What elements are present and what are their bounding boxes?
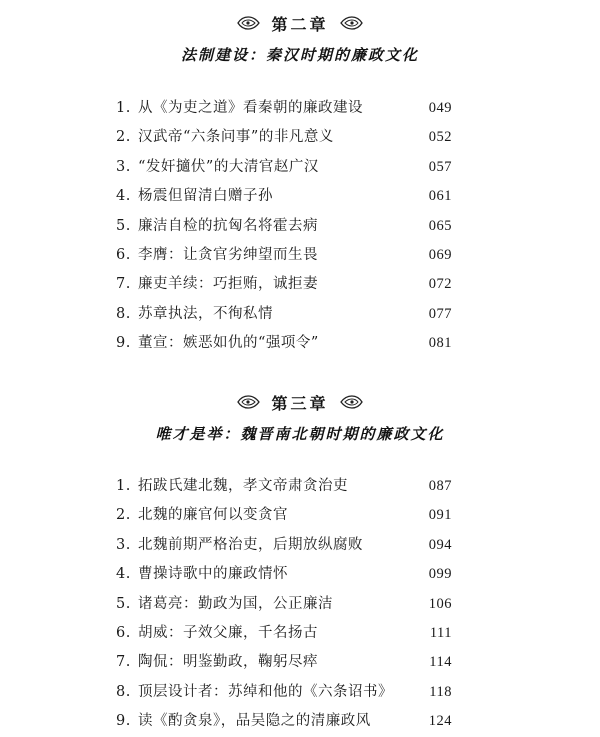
entry-number: 2. (116, 129, 131, 146)
entry-number: 7. (116, 276, 131, 293)
entry-page: 099 (428, 566, 452, 583)
entry-page: 114 (429, 654, 452, 671)
chapter-title: 唯才是举：魏晋南北朝时期的廉政文化 (155, 425, 445, 443)
entry-number: 9. (116, 713, 131, 730)
right-ornament-icon (339, 13, 365, 33)
entry-number: 5. (116, 217, 131, 234)
entry-title: “发奸擿伏”的大清官赵广汉 (138, 158, 319, 175)
toc-entry[interactable] (116, 590, 452, 619)
entry-title: 杨震但留清白赠子孙 (138, 188, 273, 205)
entry-number: 3. (116, 536, 131, 553)
toc-list-chapter-3 (116, 472, 452, 737)
entry-title: 诸葛亮：勤政为国，公正廉洁 (138, 595, 333, 612)
toc-entry[interactable] (116, 329, 452, 358)
entry-title: 拓跋氏建北魏，孝文帝肃贪治吏 (138, 478, 348, 494)
toc-entry[interactable] (116, 501, 452, 530)
chapter-label: 第三章 (271, 393, 329, 413)
entry-title: 读《酌贪泉》，品吴隐之的清廉政风 (138, 713, 371, 730)
entry-page: 094 (428, 536, 452, 553)
entry-page: 057 (428, 158, 452, 175)
entry-title: 胡威：子效父廉，千名扬古 (138, 624, 318, 641)
entry-number: 4. (116, 566, 131, 583)
toc-entry[interactable] (116, 182, 452, 211)
right-ornament-icon (339, 392, 365, 412)
toc-entry[interactable] (116, 472, 452, 501)
toc-list-chapter-2 (116, 94, 452, 359)
toc-entry[interactable] (116, 212, 452, 241)
entry-page: 069 (428, 246, 452, 263)
toc-entry[interactable] (116, 153, 452, 182)
entry-number: 8. (116, 305, 131, 322)
toc-entry[interactable] (116, 241, 452, 270)
entry-number: 1. (116, 100, 131, 116)
entry-number: 4. (116, 188, 131, 205)
entry-number: 6. (116, 246, 131, 263)
chapter-3 (0, 387, 600, 445)
chapter-header (0, 387, 600, 417)
entry-page: 087 (428, 478, 452, 494)
entry-number: 1. (116, 478, 131, 494)
entry-title: 陶侃：明鉴勤政，鞠躬尽瘁 (138, 654, 318, 671)
toc-entry[interactable] (116, 560, 452, 589)
entry-page: 049 (428, 100, 452, 116)
entry-number: 7. (116, 654, 131, 671)
toc-entry[interactable] (116, 270, 452, 299)
chapter-2 (0, 8, 600, 66)
chapter-header (0, 8, 600, 38)
entry-number: 6. (116, 624, 131, 641)
entry-page: 091 (428, 507, 452, 524)
chapter-label: 第二章 (271, 14, 329, 34)
entry-title: 廉吏羊续：巧拒贿，诚拒妻 (138, 276, 318, 293)
chapter-title: 法制建设：秦汉时期的廉政文化 (180, 46, 419, 64)
entry-page: 077 (428, 305, 452, 322)
toc-entry[interactable] (116, 123, 452, 152)
entry-title: 北魏前期严格治吏，后期放纵腐败 (138, 536, 363, 553)
entry-number: 8. (116, 683, 131, 700)
entry-page: 111 (429, 624, 452, 641)
toc-entry[interactable] (116, 531, 452, 560)
toc-entry[interactable] (116, 678, 452, 707)
entry-number: 2. (116, 507, 131, 524)
entry-title: 李膺：让贪官劣绅望而生畏 (138, 246, 318, 263)
entry-page: 118 (429, 683, 452, 700)
entry-title: 曹操诗歌中的廉政情怀 (138, 566, 288, 583)
entry-page: 061 (428, 188, 452, 205)
entry-number: 3. (116, 158, 131, 175)
entry-title: 董宣：嫉恶如仇的“强项令” (138, 335, 319, 352)
entry-page: 081 (428, 335, 452, 352)
toc-entry[interactable] (116, 300, 452, 329)
left-ornament-icon (235, 13, 261, 33)
entry-page: 124 (428, 713, 452, 730)
entry-title: 北魏的廉官何以变贪官 (138, 507, 288, 524)
toc-entry[interactable] (116, 94, 452, 123)
entry-page: 065 (428, 217, 452, 234)
entry-page: 106 (428, 595, 452, 612)
entry-title: 廉洁自检的抗匈名将霍去病 (138, 217, 318, 234)
entry-number: 5. (116, 595, 131, 612)
toc-entry[interactable] (116, 648, 452, 677)
entry-number: 9. (116, 335, 131, 352)
entry-title: 苏章执法，不徇私情 (138, 305, 273, 322)
toc-entry[interactable] (116, 707, 452, 736)
entry-title: 顶层设计者：苏绰和他的《六条诏书》 (138, 683, 393, 700)
entry-page: 072 (428, 276, 452, 293)
entry-title: 汉武帝“六条问事”的非凡意义 (138, 129, 334, 146)
entry-page: 052 (428, 129, 452, 146)
left-ornament-icon (235, 392, 261, 412)
toc-entry[interactable] (116, 619, 452, 648)
entry-title: 从《为吏之道》看秦朝的廉政建设 (138, 100, 363, 116)
